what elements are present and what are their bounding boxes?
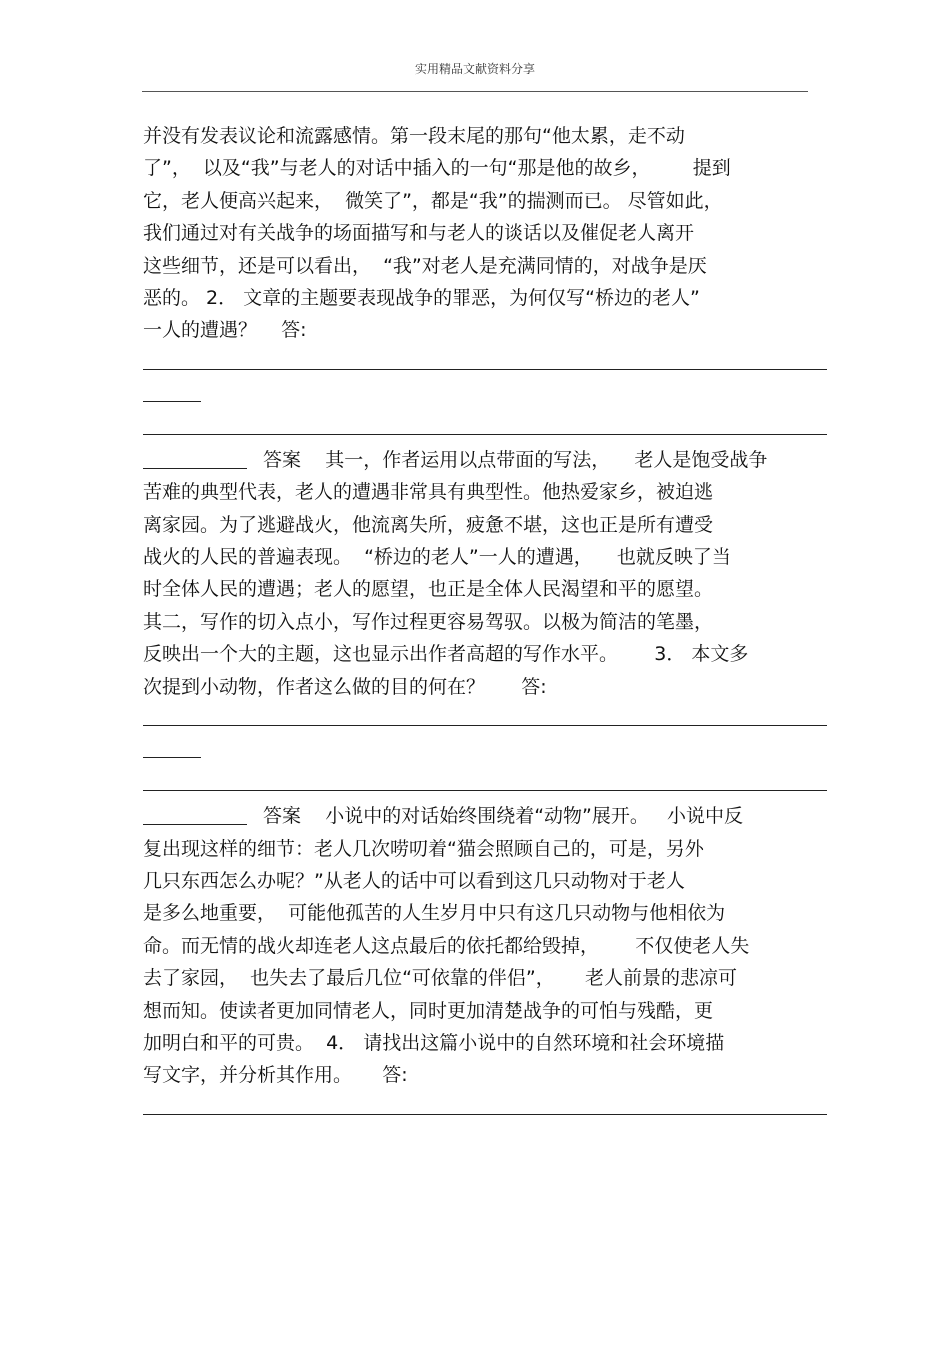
text-line: 是多么地重要， 可能他孤苦的人生岁月中只有这几只动物与他相依为	[143, 902, 726, 925]
text-line: 其二，写作的切入点小，写作过程更容易驾驭。以极为简洁的笔墨，	[143, 610, 714, 633]
text-line: 写文字，并分析其作用。 答:	[143, 1064, 408, 1087]
answer-blank-line	[143, 790, 827, 791]
answer-blank-line	[143, 1114, 827, 1115]
page-header: 实用精品文献资料分享	[414, 62, 535, 76]
text-line: 恶的。 2． 文章的主题要表现战争的罪恶，为何仅写“桥边的老人”	[143, 286, 700, 309]
answer-blank-area	[143, 735, 833, 767]
answer-blank-line	[143, 369, 827, 370]
text-line: 离家园。为了逃避战火，他流离失所，疲惫不堪，这也正是所有遭受	[143, 513, 714, 536]
answer-blank-area	[143, 1092, 833, 1124]
answer-line	[143, 444, 833, 476]
text-line: 几只东西怎么办呢？”从老人的话中可以看到这几只动物对于老人	[143, 869, 685, 892]
text-line: 去了家园， 也失去了最后几位“可依靠的伴侣”， 老人前景的悲凉可	[143, 967, 737, 990]
answer-text: 答案 小说中的对话始终围绕着“动物”展开。 小说中反	[257, 805, 744, 828]
text-line: 这些细节，还是可以看出， “我”对老人是充满同情的，对战争是厌	[143, 254, 707, 277]
text-line: 了”， 以及“我”与老人的对话中插入的一句“那是他的故乡， 提到	[143, 157, 731, 180]
answer-line	[143, 800, 833, 832]
answer-blank-area	[143, 412, 833, 444]
answer-blank-line	[143, 434, 827, 435]
answer-blank-inline	[143, 823, 247, 825]
text-line: 苦难的典型代表，老人的遭遇非常具有典型性。他热爱家乡，被迫逃	[143, 481, 714, 504]
answer-blank-line	[143, 725, 827, 726]
text-line: 它，老人便高兴起来， 微笑了”，都是“我”的揣测而已。 尽管如此，	[143, 189, 723, 212]
text-line: 我们通过对有关战争的场面描写和与老人的谈话以及催促老人离开	[143, 222, 695, 245]
text-line: 加明白和平的可贵。 4． 请找出这篇小说中的自然环境和社会环境描	[143, 1031, 725, 1054]
text-line: 想而知。使读者更加同情老人，同时更加清楚战争的可怕与残酷，更	[143, 999, 714, 1022]
text-line: 反映出一个大的主题，这也显示出作者高超的写作水平。 3． 本文多	[143, 643, 749, 666]
text-line: 一人的遭遇？ 答:	[143, 319, 307, 342]
header-divider	[142, 91, 808, 92]
answer-blank-area	[143, 768, 833, 800]
text-line: 时全体人民的遭遇；老人的愿望，也正是全体人民渴望和平的愿望。	[143, 578, 714, 601]
answer-blank-area	[143, 703, 833, 735]
document-body	[143, 120, 833, 1124]
answer-blank-line-short	[143, 757, 201, 758]
answer-blank-area	[143, 379, 833, 411]
answer-blank-area	[143, 347, 833, 379]
answer-blank-inline	[143, 467, 247, 469]
answer-blank-line-short	[143, 401, 201, 402]
text-line: 次提到小动物，作者这么做的目的何在？ 答:	[143, 675, 547, 698]
answer-text: 答案 其一，作者运用以点带面的写法， 老人是饱受战争	[257, 448, 768, 471]
text-line: 命。而无情的战火却连老人这点最后的依托都给毁掉， 不仅使老人失	[143, 934, 750, 957]
text-line: 复出现这样的细节：老人几次唠叨着“猫会照顾自己的，可是，另外	[143, 837, 704, 860]
text-line: 战火的人民的普遍表现。 “桥边的老人”一人的遭遇， 也就反映了当	[143, 546, 731, 569]
text-line: 并没有发表议论和流露感情。第一段末尾的那句“他太累，走不动	[143, 125, 685, 147]
